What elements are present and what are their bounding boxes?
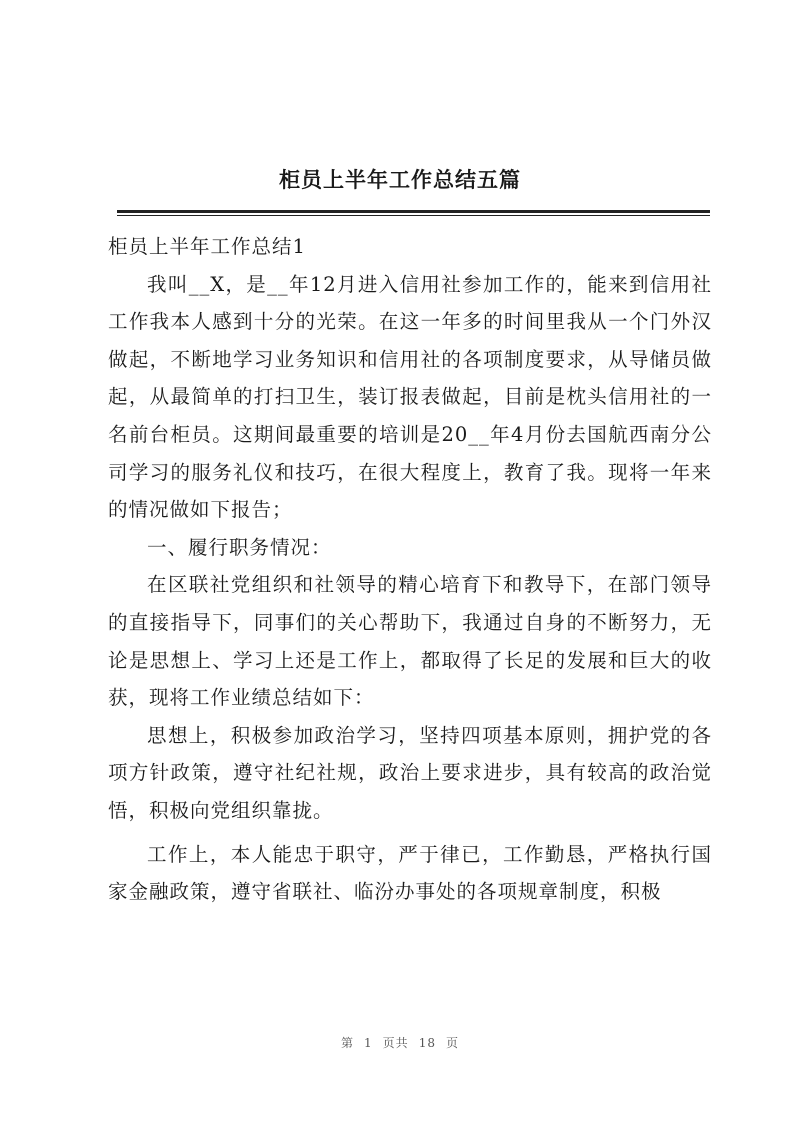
page-footer (0, 1034, 800, 1051)
title-divider-thick (117, 210, 710, 213)
footer-suffix: 页 (445, 1036, 459, 1050)
footer-prefix: 第 (341, 1036, 355, 1050)
document-title: 柜员上半年工作总结五篇 (279, 168, 521, 192)
footer-total-pages: 18 (418, 1036, 436, 1050)
footer-page-number: 1 (364, 1036, 373, 1050)
paragraph-achievements: 在区联社党组织和社领导的精心培育下和教导下，在部门领导的直接指导下，同事们的关心帮助下，我通过自身的不断努力，无论是思想上、学习上还是工作上，都取得了长足的发展和巨大的收获，现将工作业绩总结如下： (108, 573, 712, 710)
paragraph-work: 工作上，本人能忠于职守，严于律已，工作勤恳，严格执行国家金融政策，遵守省联社、临汾办事处的各项规章制度，积极 (108, 842, 712, 904)
paragraph-subheading: 一、履行职务情况： (147, 535, 332, 559)
section-heading: 柜员上半年工作总结1 (108, 235, 306, 258)
footer-middle: 页共 (382, 1036, 409, 1050)
paragraph-thought: 思想上，积极参加政治学习，坚持四项基本原则，拥护党的各项方针政策，遵守社纪社规，政治上要求进步，具有较高的政治觉悟，积极向党组织靠拢。 (108, 723, 712, 822)
document-body (108, 228, 712, 911)
paragraph-intro: 我叫__X，是__年12月进入信用社参加工作的，能来到信用社工作我本人感到十分的光荣。在这一年多的时间里我从一个门外汉做起，不断地学习业务知识和信用社的各项制度要求，从导储员做起，从最简单的打扫卫生，装订报表做起，目前是枕头信用社的一名前台柜员。这期间最重要的培训是20__年4月份去国航西南分公司学习的服务礼仪和技巧，在很大程度上，教育了我。现将一年来的情况做如下报告； (108, 272, 712, 522)
title-divider-thin (117, 215, 710, 216)
